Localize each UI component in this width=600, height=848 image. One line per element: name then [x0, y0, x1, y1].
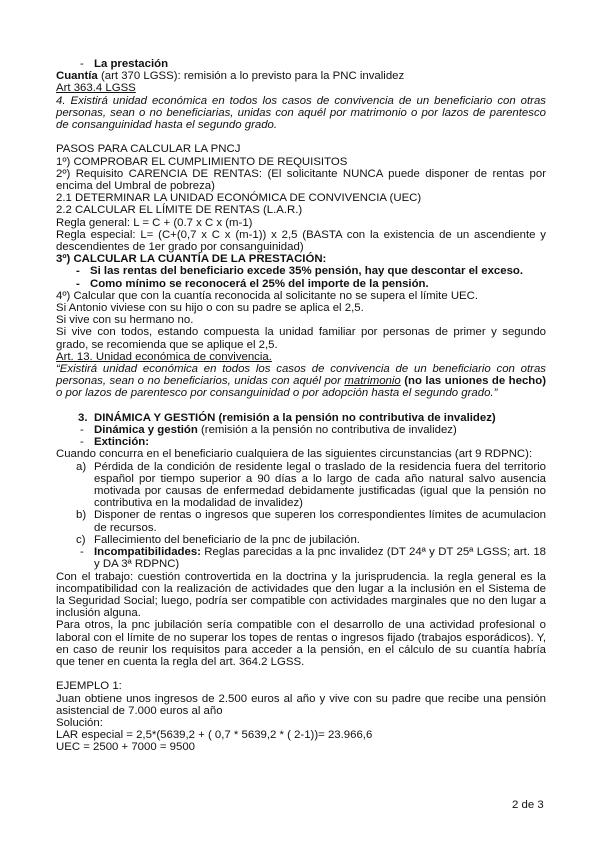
antonio-note: Si Antonio viviese con su hijo o con su padre se aplica el 2,5. — [56, 302, 364, 315]
paso-4: 4º) Calcular que con la cuantía reconocida al solicitante no se supera el límite UEC. — [56, 289, 479, 302]
art-13-title: Art. 13. Unidad económica de convivencia. — [56, 350, 272, 363]
paso-1: 1º) COMPROBAR EL CUMPLIMIENTO DE REQUISITOS — [56, 155, 348, 168]
regla-especial: Regla especial: L= (C+(0,7 x C x (m-1)) x 2,5 (BASTA con la existencia de un ascendiente y descendientes de 1er grado por consanguinidad) — [56, 228, 546, 254]
extincion-item-a-text: Pérdida de la condición de residente legal o traslado de la residencia fuera del territorio español por tiempo superior a 90 días a lo largo de cada año natural salvo ausencia motivada por causas de enfermedad debidamente justificadas (igual que la pensión no contributiva en la modalidad de invalidez) — [94, 460, 546, 510]
spacer — [56, 668, 546, 680]
ejemplo-title: EJEMPLO 1: — [56, 680, 122, 693]
art-13-uniones: (no las uniones de hecho) — [404, 375, 547, 388]
section-3-number: 3. — [78, 411, 88, 424]
paso-3-bullet-2-text: Como mínimo se reconocerá el 25% del importe de la pensión. — [90, 277, 429, 290]
incompatibilidades-text: Reglas parecidas a la pnc invalidez (DT 24ª y DT 25ª LGSS; art. 18 y DA 3ª RDPNC) — [94, 546, 546, 571]
ejemplo-text: Juan obtiene unos ingresos de 2.500 euros al año y vive con su padre que recibe una pensión asistencial de 7.000 euros al año — [56, 692, 546, 717]
lar-formula: LAR especial = 2,5*(5639,2 + ( 0,7 * 5639,2 * ( 2-1))= 23.966,6 — [56, 729, 373, 742]
bullet-dash: - — [80, 546, 84, 559]
spacer — [56, 131, 546, 143]
pasos-title: PASOS PARA CALCULAR LA PNCJ — [56, 143, 241, 156]
dinamica-gestion — [56, 424, 546, 436]
dinamica-gestion-label: Dinámica y gestión — [94, 424, 198, 437]
bullet-dash: - — [80, 424, 84, 437]
cuantia-text: (art 370 LGSS): remisión a lo previsto para la PNC invalidez — [97, 70, 405, 83]
paso-3-bullet-1 — [56, 265, 546, 277]
art-13-quote-c: o por lazos de parentesco por consanguinidad o por adopción hasta el segundo grado.” — [56, 387, 498, 400]
document-body — [56, 58, 546, 754]
cuantia-label: Cuantía — [56, 70, 98, 83]
art-13-matrimonio: matrimonio — [344, 375, 401, 388]
todos-note: Si vive con todos, estando compuesta la unidad familiar por personas de primer y segundo grado, se recomienda que se aplique el 2,5. — [56, 326, 546, 351]
uec-formula: UEC = 2500 + 7000 = 9500 — [56, 741, 196, 754]
regla-general: Regla general: L = C + (0.7 x C x (m-1) — [56, 216, 253, 229]
cuantia-line — [56, 70, 546, 82]
item-marker: b) — [76, 509, 87, 522]
section-3-heading — [56, 412, 546, 424]
art-3634-text: 4. Existirá unidad económica en todos los casos de convivencia de un beneficiario con otras personas, sean o no beneficiarias, unidas con aquél por matrimonio o por lazos de parentesco de consanguinidad hasta el segundo grado. — [56, 94, 546, 132]
prestacion-heading — [56, 58, 546, 70]
extincion-intro: Cuando concurra en el beneficiario cualquiera de las siguientes circunstancias (art 9 RDPNC): — [56, 448, 533, 461]
bullet-dash: - — [76, 265, 80, 278]
extincion-item-c — [56, 534, 546, 546]
paso-3: 3º) CALCULAR LA CUANTÍA DE LA PRESTACIÓN: — [56, 253, 327, 266]
paso-2-2: 2.2 CALCULAR EL LÍMITE DE RENTAS (L.A.R.) — [56, 204, 303, 217]
extincion-item-c-text: Fallecimiento del beneficiario de la pnc de jubilación. — [94, 533, 360, 546]
item-marker: c) — [76, 533, 86, 546]
bullet-dash: - — [76, 277, 80, 290]
extincion-item-a — [56, 461, 546, 510]
extincion-item-b — [56, 509, 546, 533]
hermano-note: Si vive con su hermano no. — [56, 314, 194, 327]
item-marker: a) — [76, 460, 87, 473]
art-13-quote-a: “Existirá unidad económica en todos los casos de convivencia de un beneficiario con otras personas, sean o no beneficiarios, unidas con aquél por — [56, 363, 546, 388]
prestacion-title: La prestación — [94, 58, 169, 70]
art-13-quote — [56, 363, 546, 400]
paso-2-1: 2.1 DETERMINAR LA UNIDAD ECONÓMICA DE CONVIVENCIA (UEC) — [56, 192, 422, 205]
incompatibilidades — [56, 546, 546, 570]
solucion-label: Solución: — [56, 716, 103, 729]
trabajo-paragraph: Con el trabajo: cuestión controvertida en la doctrina y la jurisprudencia. la regla general es la incompatibilidad con la realización de actividades que den lugar a la inclusión en el Sistema de la Seguridad Social; luego, podría ser compatible con actividades marginales que no den lugar a inclusión alguna. — [56, 570, 546, 620]
incompatibilidades-label: Incompatibilidades: — [94, 546, 201, 559]
art-3634-title: Art 363.4 LGSS — [56, 82, 136, 95]
paso-3-bullet-2 — [56, 278, 546, 290]
extincion-item-b-text: Disponer de rentas o ingresos que superen los correspondientes límites de acumulacion de recursos. — [94, 509, 546, 534]
paso-3-bullet-1-text: Si las rentas del beneficiario excede 35% pensión, hay que descontar el exceso. — [90, 265, 524, 278]
otros-paragraph: Para otros, la pnc jubilación sería compatible con el desarrollo de una actividad profesional o laboral con el límite de no superar los topes de rentas o ingresos fijado (trabajos esporádicos). Y, en caso de reunir los requisitos para acceder a la pensión, en el cálculo de su cuantía habría que tener en cuenta la regla del art. 364.2 LGSS. — [56, 619, 546, 668]
bullet-dash: - — [80, 58, 84, 70]
extincion-label: Extinción: — [94, 436, 150, 449]
spacer — [56, 400, 546, 412]
extincion-heading — [56, 436, 546, 448]
paso-2: 2º) Requisito CARENCIA DE RENTAS: (El solicitante NUNCA puede disponer de rentas por encima del Umbral de pobreza) — [56, 167, 546, 193]
dinamica-gestion-text: (remisión a la pensión no contributiva de invalidez) — [197, 424, 457, 437]
section-3-title: DINÁMICA Y GESTIÓN (remisión a la pensión no contributiva de invalidez) — [94, 411, 496, 424]
page-number: 2 de 3 — [512, 799, 544, 811]
bullet-dash: - — [80, 436, 84, 449]
